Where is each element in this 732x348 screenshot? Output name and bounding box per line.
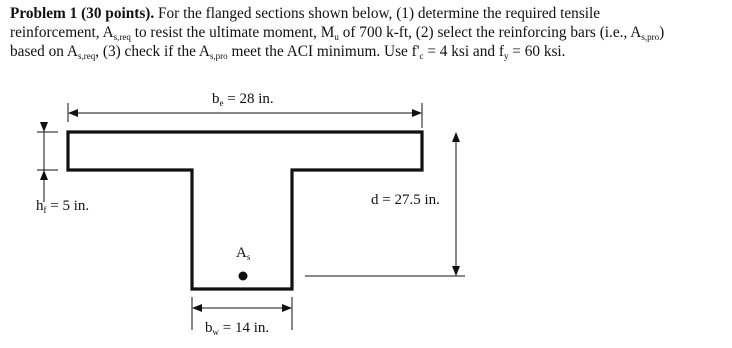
subscript: s,req [113,32,131,42]
text-seg: meet the ACI minimum. Use f' [227,43,420,60]
subscript: u [334,32,339,42]
steel-bar-dot [239,272,248,281]
subscript: y [503,51,509,61]
subscript: s,pro [209,51,228,61]
subscript: s,req [77,51,96,61]
bw-label [205,320,269,337]
subscript: c [419,51,424,61]
text-seg: h [36,198,44,214]
problem-text-line1: For the flanged sections shown below, (1) determine the required tensile [154,5,601,22]
text-seg: = 14 in. [219,320,270,336]
text-seg: = 4 ksi and f [423,43,504,60]
subscript: f [43,205,47,215]
text-seg: reinforcement, A [10,24,114,41]
subscript: s [246,252,251,262]
text-seg: ) [659,24,665,41]
text-seg: , (3) check if the A [95,43,210,60]
text-seg: = 60 ksi. [508,43,566,60]
text-seg: of 700 k-ft, (2) select the reinforcing bars (i.e., A [338,24,642,41]
d-label: d = 27.5 in. [371,192,440,208]
t-section-outline [68,132,422,289]
be-label [212,91,274,108]
text-seg: to resist the ultimate moment, M [130,24,335,41]
as-label [236,245,250,262]
text-seg: = 28 in. [223,91,274,107]
subscript: w [212,327,219,337]
text-seg: b [205,320,213,336]
text-seg: b [212,91,220,107]
subscript: s,pro [641,32,660,42]
subscript: e [219,98,224,108]
text-seg: based on A [10,43,78,60]
hf-label [36,198,89,215]
text-seg: = 5 in. [46,198,90,214]
problem-heading: Problem 1 (30 points). [10,5,155,22]
text-seg: A [236,245,247,261]
